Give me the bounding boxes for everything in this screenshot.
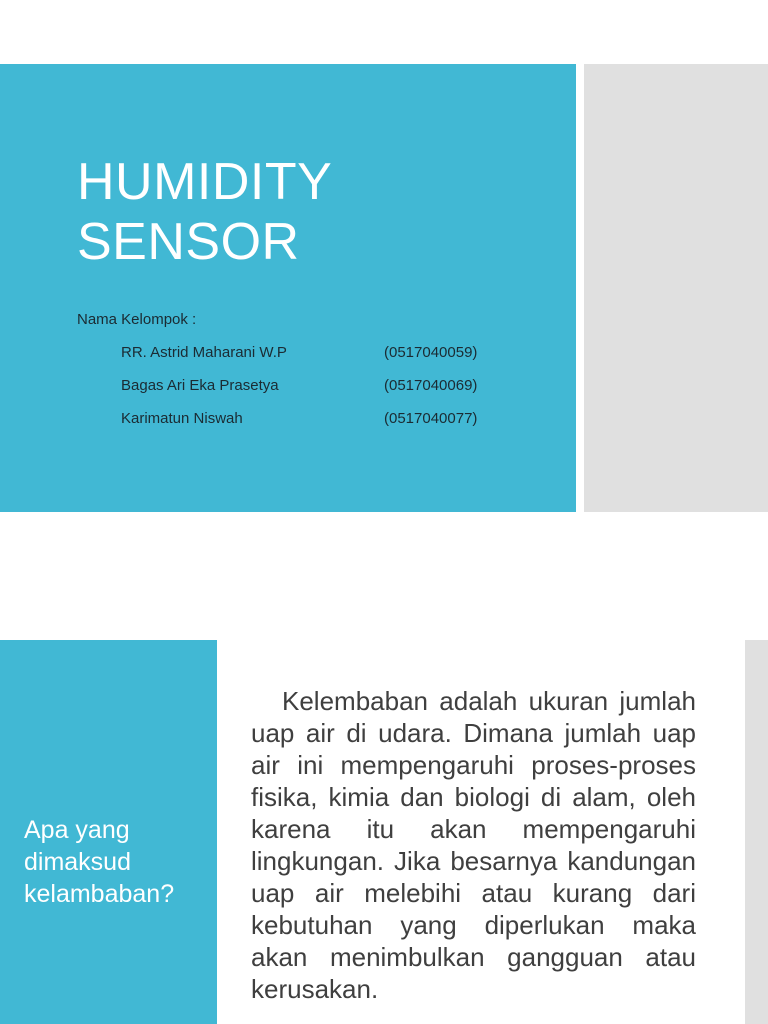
question-heading: Apa yang dimaksud kelambaban? bbox=[24, 816, 175, 908]
slide-title bbox=[77, 152, 332, 272]
slide-title-line-1: HUMIDITY bbox=[77, 153, 333, 211]
member-row bbox=[0, 344, 576, 364]
question-slide-side-panel bbox=[745, 640, 768, 1024]
definition-paragraph: Kelembaban adalah ukuran jumlah uap air di udara. Dimana jumlah uap air ini mempengaruhi proses-proses fisika, kimia dan biologi di alam, oleh karena itu akan mempengaruhi lingkungan. Jika besarnya kandungan uap air melebihi atau kurang dari kebutuhan yang diperlukan maka akan menimbulkan gangguan atau kerusakan. bbox=[251, 686, 696, 1004]
slide-title-line-2: SENSOR bbox=[77, 213, 300, 271]
member-row bbox=[0, 377, 576, 397]
member-nim: (0517040069) bbox=[384, 377, 478, 394]
member-nim: (0517040077) bbox=[384, 410, 478, 427]
member-row bbox=[0, 410, 576, 430]
group-label: Nama Kelompok : bbox=[77, 311, 197, 328]
member-nim: (0517040059) bbox=[384, 344, 478, 361]
title-slide-panel bbox=[0, 64, 576, 512]
member-name: RR. Astrid Maharani W.P bbox=[121, 344, 287, 361]
title-slide-side-panel bbox=[584, 64, 768, 512]
member-name: Bagas Ari Eka Prasetya bbox=[121, 377, 279, 394]
member-name: Karimatun Niswah bbox=[121, 410, 243, 427]
